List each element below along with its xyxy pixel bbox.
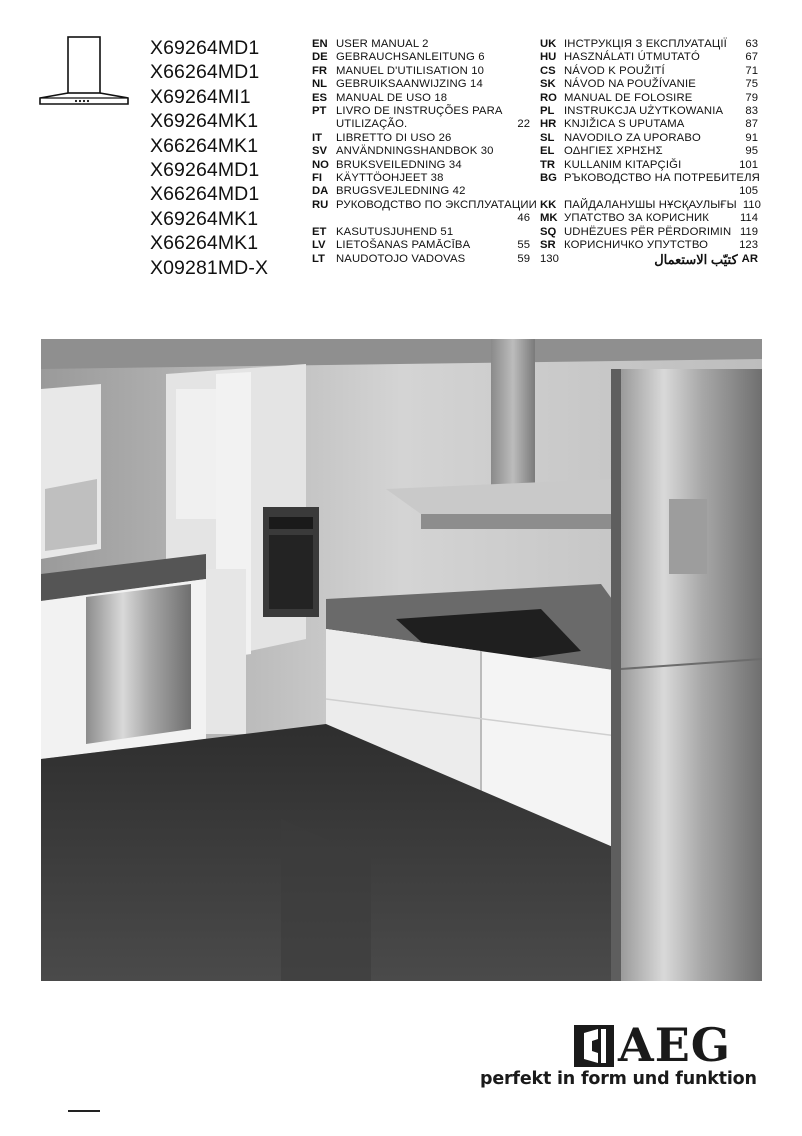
language-entry: [312, 253, 530, 266]
language-code: SL: [540, 131, 555, 144]
manual-title: كتيّب الاستعمال: [654, 251, 738, 267]
language-entry: [312, 78, 530, 91]
language-entry: [540, 159, 758, 172]
language-code: PL: [540, 105, 555, 118]
language-entry: [312, 38, 530, 51]
page-number: 71: [745, 64, 758, 77]
manual-title: ΟΔΗΓΙΕΣ ΧΡΗΣΗΣ: [564, 145, 663, 158]
language-entry: [312, 118, 530, 131]
language-code: FI: [312, 172, 323, 185]
language-code: HU: [540, 51, 557, 64]
model-number: X69264MI1: [150, 85, 251, 108]
language-code: CS: [540, 64, 556, 77]
manual-title: MANUAL DE USO 18: [336, 91, 448, 104]
language-entry: [540, 78, 758, 91]
language-code: DE: [312, 51, 328, 64]
language-code: SR: [540, 239, 556, 252]
manual-title: UDHËZUES PËR PËRDORIMIN: [564, 225, 732, 238]
language-code: IT: [312, 131, 323, 144]
manual-title: NÁVOD K POUŽITÍ: [564, 64, 665, 77]
language-entry: [312, 172, 530, 185]
language-entry: [540, 239, 758, 252]
language-code: HR: [540, 118, 557, 131]
page-number: 110: [742, 198, 761, 211]
page-number: 105: [739, 185, 758, 198]
language-code: LV: [312, 239, 326, 252]
manual-title: GEBRAUCHSANLEITUNG 6: [336, 51, 485, 64]
page-number: 59: [517, 252, 530, 265]
manual-title: ПАЙДАЛАНУШЫ НҰСҚАУЛЫҒЫ: [564, 198, 737, 211]
language-code: NO: [312, 158, 329, 171]
cooker-hood-icon: [38, 36, 130, 108]
model-number: X66264MD1: [150, 183, 260, 206]
manual-title: KULLANIM KITAPÇIĞI: [564, 158, 682, 171]
language-entry: [312, 92, 530, 105]
language-entry: [540, 198, 761, 212]
language-code: SK: [540, 78, 556, 91]
page-number: 83: [745, 105, 758, 118]
language-entry-arabic: [540, 253, 758, 266]
manual-title: KASUTUSJUHEND 51: [336, 225, 454, 238]
language-entry: [540, 212, 758, 225]
page-number: 91: [745, 131, 758, 144]
aeg-electrolux-mark-icon: [574, 1025, 614, 1067]
language-entry: [540, 172, 758, 185]
language-entry: [312, 198, 537, 212]
language-code: EL: [540, 145, 555, 158]
manual-title: LIBRETTO DI USO 26: [336, 131, 452, 144]
page-number: 114: [739, 212, 758, 225]
language-code: BG: [540, 172, 557, 185]
page-number: 119: [739, 225, 758, 238]
language-entry: [540, 185, 758, 198]
model-number: X66264MD1: [150, 61, 260, 84]
language-entry: [312, 65, 530, 78]
page-number: 46: [517, 212, 530, 225]
manual-title: РЪКОВОДСТВО НА ПОТРЕБИТЕЛЯ: [564, 172, 760, 185]
manual-title: GEBRUIKSAANWIJZING 14: [336, 78, 483, 91]
language-entry: [540, 132, 758, 145]
language-code: LT: [312, 252, 325, 265]
language-entry: [312, 226, 530, 239]
manual-title: ANVÄNDNINGSHANDBOK 30: [336, 145, 494, 158]
language-entry: [312, 51, 530, 64]
page-number: 75: [745, 78, 758, 91]
manual-title: NAVODILO ZA UPORABO: [564, 131, 701, 144]
manual-title: KNJIŽICA S UPUTAMA: [564, 118, 685, 131]
language-code: ES: [312, 91, 328, 104]
language-code: FR: [312, 64, 328, 77]
language-list-left: [312, 38, 537, 266]
manual-title: NAUDOTOJO VADOVAS: [336, 252, 466, 265]
manual-title: УПАТСТВО ЗА КОРИСНИК: [564, 212, 710, 225]
page-number: 87: [745, 118, 758, 131]
model-number: X66264MK1: [150, 232, 259, 255]
page-number: 79: [745, 91, 758, 104]
language-entry: [312, 159, 530, 172]
language-entry: [540, 51, 758, 64]
manual-title: LIVRO DE INSTRUÇÕES PARA: [336, 105, 503, 118]
manual-title: BRUGSVEJLEDNING 42: [336, 185, 466, 198]
language-code: ET: [312, 225, 327, 238]
language-code: NL: [312, 78, 328, 91]
language-list-right: [540, 38, 761, 267]
manual-title: BRUKSVEILEDNING 34: [336, 158, 462, 171]
brand-slogan: perfekt in form und funktion: [480, 1069, 757, 1089]
model-list: [150, 36, 300, 280]
manual-title: LIETOŠANAS PAMĀCĪBA: [336, 239, 471, 252]
language-entry: [540, 38, 758, 51]
footer-divider: [68, 1110, 100, 1112]
language-entry: [540, 226, 758, 239]
manual-title: KÄYTTÖOHJEET 38: [336, 172, 444, 185]
aeg-logo: [478, 1018, 768, 1097]
language-code: PT: [312, 105, 327, 118]
manual-title: NÁVOD NA POUŽÍVANIE: [564, 78, 696, 91]
language-code: MK: [540, 212, 558, 225]
manual-title: MANUAL DE FOLOSIRE: [564, 91, 693, 104]
language-entry: [540, 105, 758, 118]
manual-title: UTILIZAÇÃO.: [336, 118, 408, 131]
language-entry: [540, 65, 758, 78]
manual-title: КОРИСНИЧКО УПУТСТВО: [564, 239, 709, 252]
brand-logo-text: AEG: [618, 1018, 732, 1072]
page-number: 130: [540, 252, 559, 265]
language-entry: [312, 132, 530, 145]
language-entry: [312, 105, 530, 118]
language-code: DA: [312, 185, 329, 198]
manual-title: HASZNÁLATI ÚTMUTATÓ: [564, 51, 700, 64]
model-number: X69264MK1: [150, 207, 259, 230]
manual-title: INSTRUKCJA UŻYTKOWANIA: [564, 105, 724, 118]
model-number: X66264MK1: [150, 134, 259, 157]
language-entry: [540, 118, 758, 131]
manual-title: MANUEL D'UTILISATION 10: [336, 64, 485, 77]
language-code: RU: [312, 198, 329, 211]
page-number: 95: [745, 145, 758, 158]
model-number: X69264MD1: [150, 37, 260, 59]
language-code: KK: [540, 198, 557, 211]
page-number: 123: [739, 239, 758, 252]
language-code: EN: [312, 38, 328, 50]
language-entry: [312, 239, 530, 252]
kitchen-photo: [41, 339, 762, 981]
language-code: AR: [741, 252, 758, 265]
page-number: 101: [739, 158, 758, 171]
language-code: SV: [312, 145, 328, 158]
model-number: X69264MK1: [150, 110, 259, 133]
language-entry: [540, 92, 758, 105]
language-code: RO: [540, 91, 557, 104]
page-number: 55: [517, 239, 530, 252]
language-code: SQ: [540, 225, 557, 238]
language-code: UK: [540, 38, 557, 50]
model-number: X69264MD1: [150, 159, 260, 182]
language-entry: [312, 212, 530, 225]
page-number: 22: [517, 118, 530, 131]
manual-title: РУКОВОДСТВО ПО ЭКСПЛУАТАЦИИ: [336, 198, 537, 211]
page-number: 67: [745, 51, 758, 64]
manual-title: ІНСТРУКЦІЯ З ЕКСПЛУАТАЦІЇ: [564, 38, 727, 50]
model-number: X09281MD-X: [150, 256, 269, 279]
language-entry: [312, 185, 530, 198]
manual-title: USER MANUAL 2: [336, 38, 429, 50]
page-number: 63: [745, 38, 758, 50]
language-code: TR: [540, 158, 556, 171]
language-entry: [540, 145, 758, 158]
language-entry: [312, 145, 530, 158]
